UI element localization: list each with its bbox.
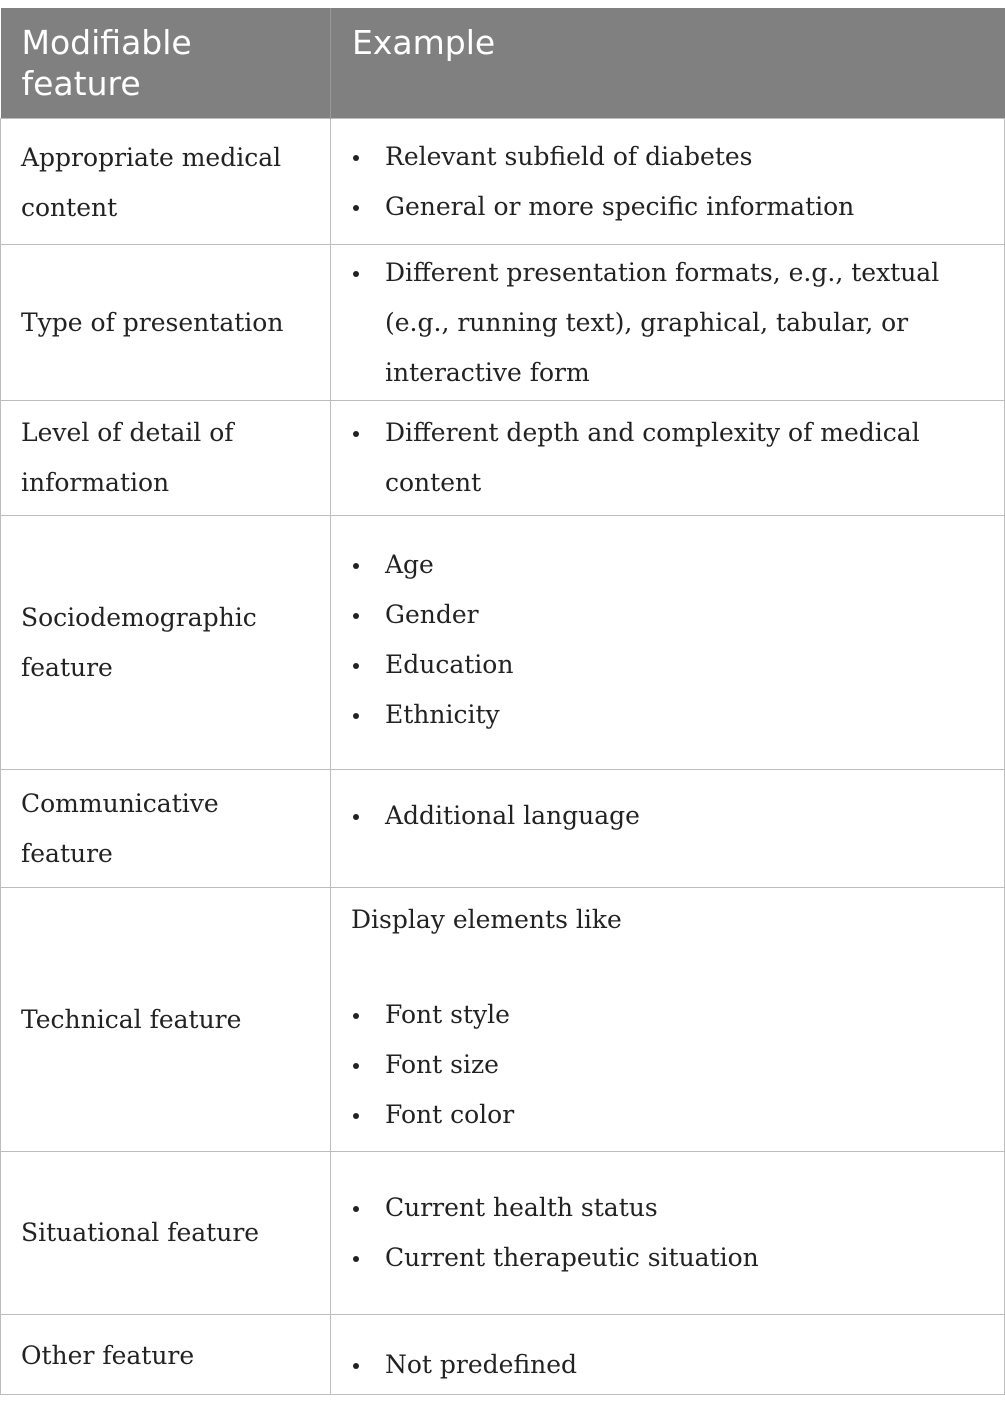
feature-cell: Type of presentation: [1, 245, 331, 401]
table-row: [1, 401, 1005, 516]
list-item: Education: [385, 640, 990, 690]
list-item: Additional language: [385, 791, 990, 841]
list-item: Different presentation formats, e.g., textual (e.g., running text), graphical, tabular, or interactive form: [385, 248, 990, 398]
list-item: Current therapeutic situation: [385, 1233, 990, 1283]
table-row: [1, 119, 1005, 245]
example-list: [351, 540, 990, 740]
header-example: Example: [331, 8, 1005, 119]
example-list: [351, 408, 990, 508]
header-row: [1, 8, 1005, 119]
example-cell: [331, 1315, 1005, 1395]
table-row: [1, 245, 1005, 401]
modifiable-features-table: [0, 8, 1005, 1395]
example-list: [351, 990, 990, 1140]
list-item: Not predefined: [385, 1340, 990, 1390]
example-cell: [331, 119, 1005, 245]
table-row: [1, 888, 1005, 1152]
list-item: Font color: [385, 1090, 990, 1140]
feature-cell: Situational feature: [1, 1152, 331, 1315]
example-lead-text: Display elements like: [351, 905, 622, 934]
list-item: Different depth and complexity of medical content: [385, 408, 990, 508]
feature-cell: Technical feature: [1, 888, 331, 1152]
table-row: [1, 1152, 1005, 1315]
list-item: Font style: [385, 990, 990, 1040]
list-item: Current health status: [385, 1183, 990, 1233]
header-modifiable-feature: Modifiable feature: [1, 8, 331, 119]
example-list: [351, 1340, 990, 1390]
list-item: Ethnicity: [385, 690, 990, 740]
example-cell: [331, 516, 1005, 770]
table-row: [1, 770, 1005, 888]
feature-cell: Other feature: [1, 1315, 331, 1395]
list-item: Gender: [385, 590, 990, 640]
list-item: Relevant subfield of diabetes: [385, 132, 990, 182]
example-list: [351, 1183, 990, 1283]
spacer: [351, 945, 990, 990]
example-cell: [331, 245, 1005, 401]
example-list: [351, 248, 990, 398]
example-cell: [331, 401, 1005, 516]
table-row: [1, 1315, 1005, 1395]
example-cell: [331, 888, 1005, 1152]
feature-cell: Appropriate medical content: [1, 119, 331, 245]
table-row: [1, 516, 1005, 770]
feature-cell: Sociodemographic feature: [1, 516, 331, 770]
example-cell: [331, 1152, 1005, 1315]
list-item: Age: [385, 540, 990, 590]
list-item: Font size: [385, 1040, 990, 1090]
example-list: [351, 132, 990, 232]
example-cell: [331, 770, 1005, 888]
feature-cell: Level of detail of information: [1, 401, 331, 516]
list-item: General or more specific information: [385, 182, 990, 232]
example-list: [351, 791, 990, 841]
feature-cell: Communicative feature: [1, 770, 331, 888]
